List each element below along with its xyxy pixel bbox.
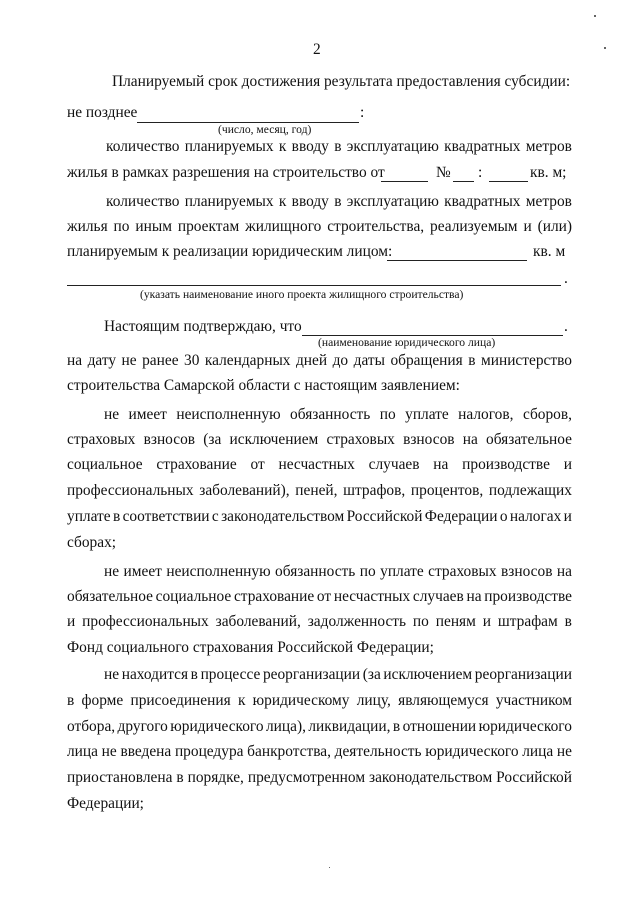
word: реорганизации [262,666,361,683]
word: эксплуатацию [346,193,439,210]
word: строительства, [327,218,425,235]
word: (за [362,666,381,683]
word: планируемых [184,138,274,155]
permit-area-unit: кв. м; [530,164,567,181]
word: подлежащих [488,482,572,499]
word: ликвидации, [308,718,391,735]
word: предусмотренном [247,769,366,786]
word: налогах [509,508,562,525]
word: по [113,218,130,235]
word: юридического [170,718,264,735]
other-project-name-end: . [564,270,568,287]
word: присоединения [130,692,231,709]
word: законодательством [221,508,345,525]
word: министерство [480,352,572,369]
word: находится [121,666,189,683]
word: вводу [291,138,329,155]
word: (за [203,431,222,448]
word: форме [81,692,124,709]
word: в [67,692,75,709]
word: отношении [402,718,477,735]
word: страховых [67,431,136,448]
word: законодательством [369,769,493,786]
other-project-name-blank[interactable] [67,285,561,286]
word: процессе [200,666,261,683]
word: деятельность [334,743,422,760]
word: в [176,769,184,786]
word: ранее [142,352,179,369]
item2-line3 [67,613,572,631]
word: и [523,218,532,235]
word: банкротства, [247,743,331,760]
word: от [250,456,265,473]
word: процедура [174,743,244,760]
word: эксплуатацию [346,138,439,155]
word: юридическому [252,692,350,709]
word: и [67,613,76,630]
word: жилищного [245,218,322,235]
confirm-end: . [564,318,568,335]
word: с [211,508,219,525]
word: процентов, [410,482,484,499]
permit-number-blank[interactable] [453,181,474,182]
item1-line4 [67,482,572,500]
block1-line2-text: жилья в рамках разрешения на строительство от [67,164,385,181]
word: не [104,666,120,683]
word: отбора, [67,718,116,735]
word: участником [495,692,572,709]
item1-line5 [67,508,572,526]
word: о [499,508,508,525]
deadline-suffix: : [360,104,365,121]
page-number: 2 [313,41,321,58]
word: введена [120,743,172,760]
word: иным [135,218,172,235]
word: в [564,613,572,630]
word: проектам [177,218,240,235]
legal-entity-caption: (наименование юридического лица) [318,336,496,349]
word: до [332,352,349,369]
word: налогов, [458,406,514,423]
scan-speck [329,867,330,868]
other-project-caption: (указать наименование иного проекта жилищного строительства) [140,288,464,301]
item2-line2 [67,588,572,606]
word: неисполненную [176,406,281,423]
permit-colon: : [478,164,483,181]
word: к [278,138,287,155]
word: Российской [346,508,423,525]
item1-line1 [104,406,572,424]
word: исключением [383,666,473,683]
word: и [563,456,572,473]
word: реализуемым [430,218,518,235]
word: вводу [291,193,329,210]
deadline-caption: (число, месяц, год) [218,123,312,136]
word: дату [87,352,117,369]
confirm-line2 [67,352,572,370]
word: по [379,406,396,423]
word: и [563,508,572,525]
word: обязательное [486,431,572,448]
word: социальное [155,588,232,605]
word: не [121,352,137,369]
item3-line3 [67,718,572,736]
word: на [462,431,478,448]
word: не [104,406,120,423]
block2-line3-text: планируемым к реализации юридическим лицом: [67,243,393,260]
word: реорганизации [474,666,572,683]
word: профессиональных [67,482,194,499]
permit-date-blank[interactable] [381,181,428,182]
word: не [101,743,117,760]
word: дней [295,352,328,369]
word: на [433,456,449,473]
word: взносов [403,431,455,448]
word: на [67,352,83,369]
word: (или) [537,218,572,235]
word: в [334,193,342,210]
word: пеням [435,613,476,630]
word: случаев [412,588,464,605]
word: несчастных [278,456,355,473]
word: соответствии [122,508,210,525]
item3-line6: Федерации; [67,795,144,812]
item1-line6: сборах; [67,534,117,551]
word: страхование [156,456,237,473]
word: страхование [233,588,315,605]
word: количество [106,193,180,210]
block2-line1 [106,193,572,211]
word: в [190,666,198,683]
word: по [412,613,429,630]
word: уплате [67,508,111,525]
word: Российской [496,769,572,786]
word: в [334,138,342,155]
deadline-prefix: не позднее [67,104,138,121]
word: неисполненную [166,563,271,580]
section-heading: Планируемый срок достижения результата предоставления субсидии: [112,73,571,90]
word: планируемых [184,193,274,210]
block1-line1 [106,138,572,156]
item1-line2 [67,431,572,449]
scan-speck [594,15,596,17]
word: имеет [123,563,162,580]
word: уплате [380,563,424,580]
word: в [468,352,476,369]
word: квадратных [444,138,521,155]
word: к [237,692,246,709]
word: порядке, [187,769,244,786]
word: обязанность [275,563,356,580]
word: заболеваний, [215,613,301,630]
word: взносов [501,563,553,580]
scan-speck [604,47,606,49]
word: в [392,718,401,735]
item3-line2 [67,692,572,710]
word: жилья [67,218,108,235]
word: задолженность [307,613,407,630]
word: другого [117,718,168,735]
block2-line2 [67,218,572,236]
word: лица [522,743,554,760]
word: лицу, [356,692,391,709]
word: пеней, [295,482,338,499]
word: несчастных [333,588,411,605]
word: на [556,563,572,580]
word: юридического [425,743,519,760]
word: метров [525,193,572,210]
word: штрафам [497,613,558,630]
word: даты [353,352,385,369]
permit-number-sign: № [436,164,451,181]
word: сборов, [522,406,572,423]
confirm-line3: строительства Самарской области с настоящим заявлением: [67,377,460,394]
confirm-text: Настоящим подтверждаю, что [104,318,302,335]
other-projects-area-unit: кв. м [533,243,566,260]
word: лица [67,743,98,760]
word: штрафов, [343,482,406,499]
other-projects-area-blank[interactable] [387,260,527,261]
word: количество [106,138,180,155]
word: по [359,563,376,580]
word: и [482,613,492,630]
word: от [316,588,332,605]
word: взносов [143,431,196,448]
word: случаев [368,456,420,473]
word: к [278,193,287,210]
word: производстве [462,456,550,473]
word: уплате [405,406,449,423]
word: на [466,588,482,605]
item2-line1 [104,563,572,581]
item3-line1 [104,666,572,684]
word: не [104,563,120,580]
item3-line4 [67,743,572,761]
word: обращения [390,352,463,369]
word: исключением [229,431,319,448]
item3-line5 [67,769,572,787]
word: квадратных [444,193,521,210]
word: заболеваний), [199,482,290,499]
word: 30 [184,352,200,369]
word: страховых [326,431,395,448]
word: приостановлена [67,769,173,786]
word: обязанность [290,406,371,423]
word: метров [525,138,572,155]
item1-line3 [67,456,572,474]
word: обязательное [67,588,153,605]
word: страховых [428,563,497,580]
item2-line4: Фонд социального страхования Российской Федерации; [67,639,434,656]
word: в [112,508,121,525]
word: производстве [484,588,572,605]
word: Федерации [424,508,498,525]
permit-area-blank[interactable] [489,181,528,182]
word: имеет [128,406,167,423]
word: не [556,743,572,760]
word: являющемуся [398,692,489,709]
word: юридического [478,718,572,735]
word: социальное [67,456,143,473]
word: профессиональных [82,613,209,630]
word: лица), [265,718,306,735]
word: календарных [204,352,291,369]
